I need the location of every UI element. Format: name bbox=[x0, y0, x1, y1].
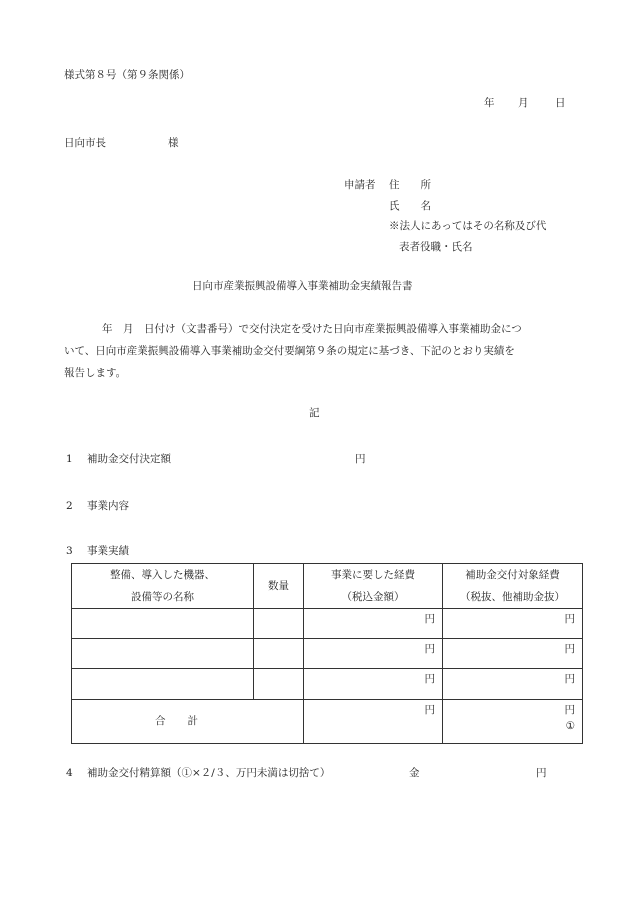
applicant-address-label: 住 所 bbox=[389, 179, 431, 191]
section-2-label: 事業内容 bbox=[87, 500, 129, 512]
section-2-number: 2 bbox=[66, 500, 73, 512]
cost-cell[interactable]: 円 bbox=[304, 669, 443, 700]
addressee-honorific: 様 bbox=[168, 137, 179, 149]
form-number: 様式第８号（第９条関係） bbox=[64, 69, 190, 81]
equipment-name-cell[interactable] bbox=[72, 609, 254, 639]
section-1-label: 補助金交付決定額 bbox=[87, 453, 171, 465]
eligible-cost-cell[interactable]: 円 bbox=[443, 609, 583, 639]
cost-cell[interactable]: 円 bbox=[304, 609, 443, 639]
results-table bbox=[71, 563, 583, 744]
header-eligible bbox=[443, 564, 583, 609]
header-equipment-line1: 整備、導入した機器、 bbox=[110, 569, 215, 581]
section-1-unit: 円 bbox=[355, 453, 366, 465]
header-quantity: 数量 bbox=[254, 564, 304, 609]
table-row bbox=[72, 609, 583, 639]
applicant-note-line2: 表者役職・氏名 bbox=[399, 241, 473, 253]
table-header-row bbox=[72, 564, 583, 609]
section-4-number: 4 bbox=[66, 767, 73, 779]
equipment-name-cell[interactable] bbox=[72, 669, 254, 700]
applicant-note-line1: ※法人にあってはその名称及び代 bbox=[389, 220, 547, 232]
date-month: 月 bbox=[518, 97, 529, 109]
addressee-name: 日向市長 bbox=[64, 137, 106, 149]
header-equipment-line2: 設備等の名称 bbox=[131, 591, 194, 603]
applicant-label: 申請者 bbox=[344, 179, 376, 191]
cost-cell[interactable]: 円 bbox=[304, 639, 443, 669]
quantity-cell[interactable] bbox=[254, 609, 304, 639]
equipment-name-cell[interactable] bbox=[72, 639, 254, 669]
quantity-cell[interactable] bbox=[254, 669, 304, 700]
header-cost bbox=[304, 564, 443, 609]
section-4-unit: 円 bbox=[536, 767, 547, 779]
ki-heading: 記 bbox=[309, 407, 320, 419]
total-cost-cell[interactable]: 円 bbox=[304, 700, 443, 744]
total-marker: ① bbox=[565, 719, 575, 732]
total-label: 合計 bbox=[72, 700, 304, 744]
document-title: 日向市産業振興設備導入事業補助金実績報告書 bbox=[192, 280, 413, 292]
quantity-cell[interactable] bbox=[254, 639, 304, 669]
header-cost-line2: （税込金額） bbox=[341, 591, 405, 603]
section-3-number: 3 bbox=[66, 545, 73, 557]
total-eligible-cell[interactable] bbox=[443, 700, 583, 744]
eligible-cost-cell[interactable]: 円 bbox=[443, 669, 583, 700]
body-line-2: いて、日向市産業振興設備導入事業補助金交付要綱第９条の規定に基づき、下記のとおり実績を bbox=[64, 345, 515, 357]
section-4-kin: 金 bbox=[409, 767, 420, 779]
section-1-number: 1 bbox=[66, 453, 73, 465]
table-total-row bbox=[72, 700, 583, 744]
table-row bbox=[72, 639, 583, 669]
body-line-1: 年 月 日付け（文書番号）で交付決定を受けた日向市産業振興設備導入事業補助金につ bbox=[102, 323, 522, 335]
body-line-3: 報告します。 bbox=[64, 367, 127, 379]
date-day: 日 bbox=[555, 97, 566, 109]
table-row bbox=[72, 669, 583, 700]
header-equipment bbox=[72, 564, 254, 609]
applicant-name-label: 氏 名 bbox=[389, 200, 431, 212]
section-3-label: 事業実績 bbox=[87, 545, 129, 557]
eligible-cost-cell[interactable]: 円 bbox=[443, 639, 583, 669]
header-eligible-line2: （税抜、他補助金抜） bbox=[460, 591, 565, 603]
section-4-label: 補助金交付精算額（①×２/３、万円未満は切捨て） bbox=[87, 767, 331, 779]
header-eligible-line1: 補助金交付対象経費 bbox=[465, 569, 560, 581]
header-cost-line1: 事業に要した経費 bbox=[331, 569, 415, 581]
date-year: 年 bbox=[484, 97, 495, 109]
total-eligible-unit: 円 bbox=[564, 704, 575, 716]
